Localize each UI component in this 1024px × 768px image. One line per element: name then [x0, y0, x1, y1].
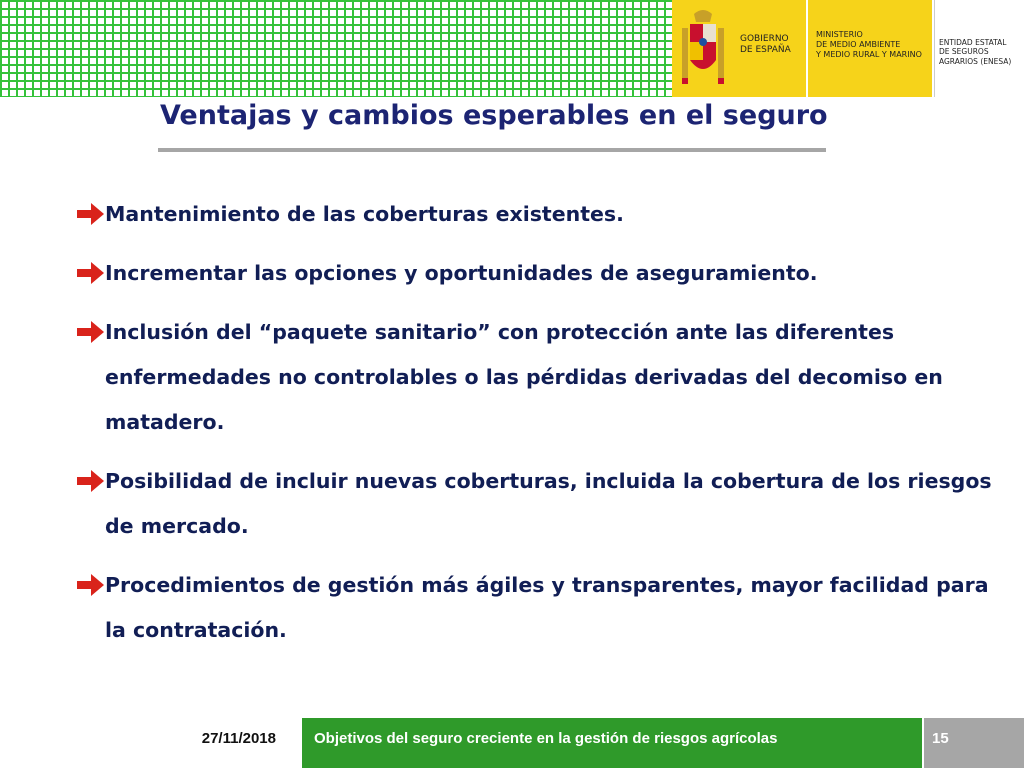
- right-arrow-icon: [77, 202, 105, 226]
- bullet-item: [75, 563, 995, 653]
- bullet-text: Inclusión del “paquete sanitario” con protección ante las diferentes enfermedades no controlables o las pérdidas derivadas del decomiso en matadero.: [105, 320, 943, 434]
- coat-of-arms-icon: [680, 8, 726, 90]
- right-arrow-icon: [77, 261, 105, 285]
- gobierno-logo-line-1: GOBIERNO: [740, 34, 789, 44]
- bullet-text: Mantenimiento de las coberturas existentes.: [105, 202, 624, 226]
- enesa-logo-line-1: ENTIDAD ESTATAL: [939, 38, 1007, 47]
- ministerio-logo-line-2: DE MEDIO AMBIENTE: [816, 40, 901, 49]
- bullet-item: [75, 192, 995, 237]
- page-number: 15: [924, 718, 1024, 768]
- bullet-item: [75, 459, 995, 549]
- enesa-logo: [934, 0, 1024, 97]
- bullet-list: [75, 192, 995, 667]
- slide-title: Ventajas y cambios esperables en el seguro: [160, 100, 828, 131]
- ministerio-logo-line-1: MINISTERIO: [816, 30, 863, 39]
- footer-topic: Objetivos del seguro creciente en la gestión de riesgos agrícolas: [314, 730, 778, 747]
- bullet-text: Posibilidad de incluir nuevas coberturas, incluida la cobertura de los riesgos de mercado.: [105, 469, 992, 538]
- ministerio-logo: [808, 0, 932, 97]
- enesa-logo-line-2: DE SEGUROS: [939, 47, 989, 57]
- gobierno-de-espana-logo: [672, 0, 806, 97]
- bullet-text: Incrementar las opciones y oportunidades de aseguramiento.: [105, 261, 818, 285]
- bullet-text: Procedimientos de gestión más ágiles y transparentes, mayor facilidad para la contratación.: [105, 573, 989, 642]
- enesa-logo-line-3: AGRARIOS (ENESA): [939, 56, 1012, 66]
- gobierno-logo-line-2: DE ESPAÑA: [740, 45, 791, 56]
- bullet-item: [75, 310, 995, 445]
- right-arrow-icon: [77, 573, 105, 597]
- footer-topic-band: [302, 718, 922, 768]
- title-underline: [158, 148, 826, 152]
- right-arrow-icon: [77, 469, 105, 493]
- footer-date: 27/11/2018: [201, 730, 276, 747]
- header-grid-pattern: [0, 0, 672, 97]
- bullet-item: [75, 251, 995, 296]
- right-arrow-icon: [77, 320, 105, 344]
- ministerio-logo-line-3: Y MEDIO RURAL Y MARINO: [816, 50, 922, 59]
- slide-footer: [0, 718, 1024, 768]
